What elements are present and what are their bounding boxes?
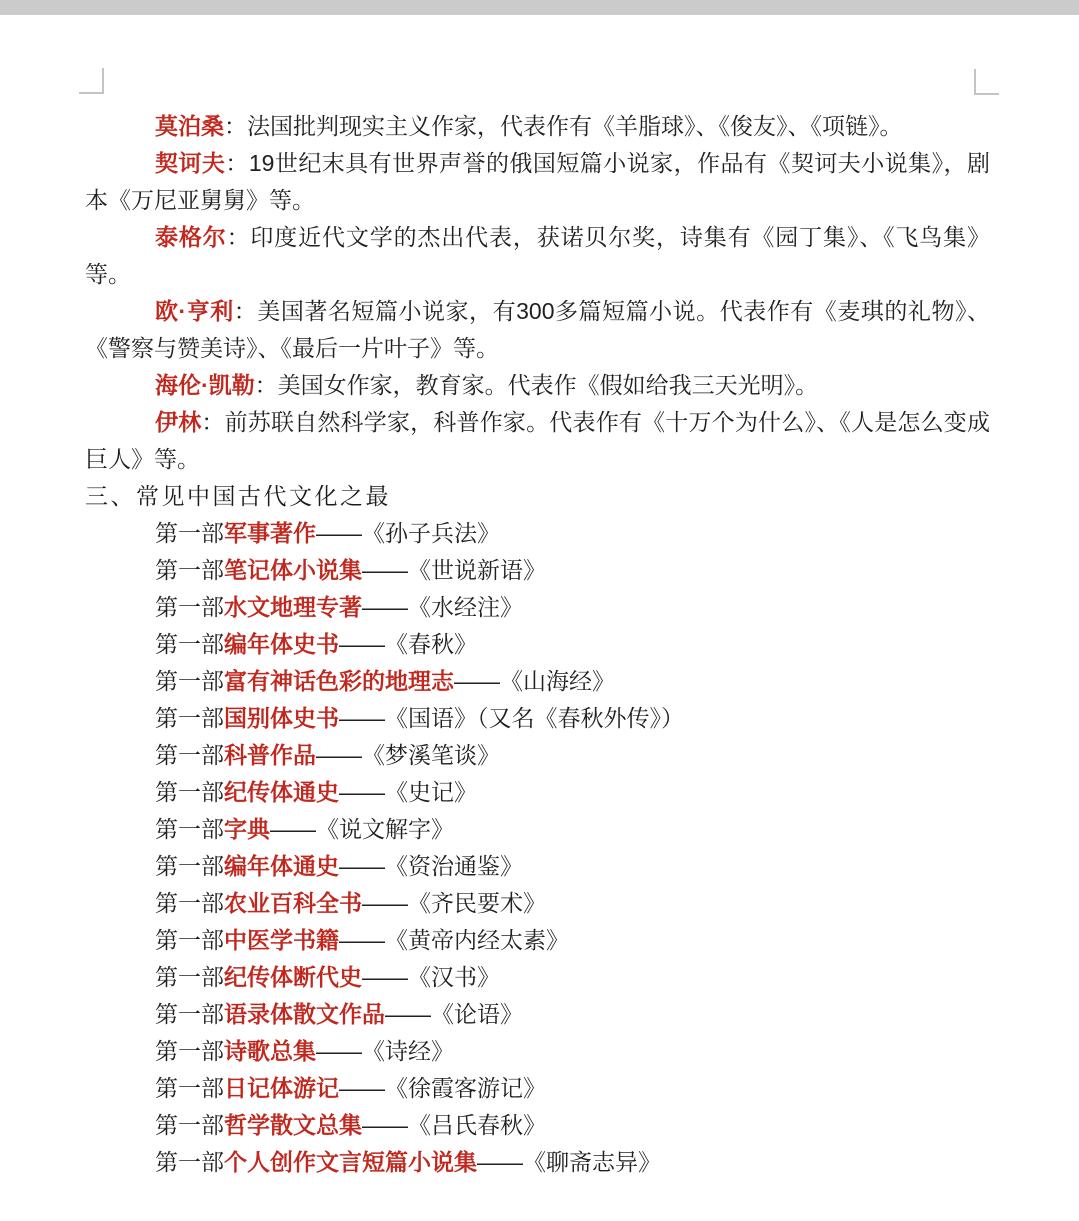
author-name: 莫泊桑 xyxy=(155,113,224,139)
first-item-category: 中医学书籍 xyxy=(224,927,339,953)
author-desc: ：19世纪末具有世界声誉的俄国短篇小说家，作品有《契诃夫小说集》，剧本《万尼亚舅舅》等。 xyxy=(85,150,991,213)
author-entry xyxy=(85,145,990,219)
first-item-prefix: 第一部 xyxy=(155,1038,224,1064)
first-item-title: ——《史记》 xyxy=(339,779,477,805)
author-desc: ：美国著名短篇小说家，有300多篇短篇小说。代表作有《麦琪的礼物》、《警察与赞美诗》、《最后一片叶子》等。 xyxy=(85,298,990,361)
first-item-title: ——《山海经》 xyxy=(454,668,615,694)
first-item-prefix: 第一部 xyxy=(155,668,224,694)
first-item xyxy=(85,663,990,700)
first-item-title: ——《资治通鉴》 xyxy=(339,853,523,879)
first-item xyxy=(85,700,990,737)
section-heading: 三、常见中国古代文化之最 xyxy=(85,483,391,509)
first-item-category: 字典 xyxy=(224,816,270,842)
first-item-prefix: 第一部 xyxy=(155,853,224,879)
first-item-prefix: 第一部 xyxy=(155,964,224,990)
author-entry xyxy=(85,108,990,145)
first-item-category: 科普作品 xyxy=(224,742,316,768)
first-item-prefix: 第一部 xyxy=(155,705,224,731)
first-item-prefix: 第一部 xyxy=(155,557,224,583)
first-item-prefix: 第一部 xyxy=(155,1112,224,1138)
first-item-prefix: 第一部 xyxy=(155,520,224,546)
screen-top-edge xyxy=(0,0,1079,15)
first-item-title: ——《黄帝内经太素》 xyxy=(339,927,569,953)
margin-corner-mark-right xyxy=(974,69,999,95)
author-entry xyxy=(85,404,990,478)
first-item-title: ——《国语》（又名《春秋外传》） xyxy=(339,705,684,731)
first-item-category: 笔记体小说集 xyxy=(224,557,362,583)
first-item-category: 军事著作 xyxy=(224,520,316,546)
first-item-title: ——《孙子兵法》 xyxy=(316,520,500,546)
first-item xyxy=(85,515,990,552)
first-item-prefix: 第一部 xyxy=(155,1075,224,1101)
first-item-prefix: 第一部 xyxy=(155,890,224,916)
foreign-authors-list xyxy=(85,108,990,478)
first-item xyxy=(85,1144,990,1181)
first-item-category: 编年体通史 xyxy=(224,853,339,879)
margin-corner-mark-left xyxy=(79,68,104,94)
first-item-prefix: 第一部 xyxy=(155,816,224,842)
first-item xyxy=(85,959,990,996)
first-item-category: 农业百科全书 xyxy=(224,890,362,916)
first-item-category: 诗歌总集 xyxy=(224,1038,316,1064)
first-item-category: 编年体史书 xyxy=(224,631,339,657)
first-item xyxy=(85,552,990,589)
author-entry xyxy=(85,293,990,367)
author-desc: ：法国批判现实主义作家，代表作有《羊脂球》、《俊友》、《项链》。 xyxy=(224,113,903,139)
first-item-title: ——《论语》 xyxy=(385,1001,523,1027)
first-item-category: 个人创作文言短篇小说集 xyxy=(224,1149,477,1175)
first-item xyxy=(85,848,990,885)
chinese-firsts-list xyxy=(85,515,990,1181)
first-item-prefix: 第一部 xyxy=(155,927,224,953)
author-desc: ：前苏联自然科学家，科普作家。代表作有《十万个为什么》、《人是怎么变成巨人》等。 xyxy=(85,409,991,472)
first-item-category: 国别体史书 xyxy=(224,705,339,731)
first-item xyxy=(85,1107,990,1144)
first-item xyxy=(85,996,990,1033)
first-item-title: ——《徐霞客游记》 xyxy=(339,1075,546,1101)
first-item-prefix: 第一部 xyxy=(155,779,224,805)
first-item-title: ——《水经注》 xyxy=(362,594,523,620)
first-item-title: ——《说文解字》 xyxy=(270,816,454,842)
first-item-prefix: 第一部 xyxy=(155,631,224,657)
author-name: 泰格尔 xyxy=(155,224,227,250)
author-desc: ：印度近代文学的杰出代表，获诺贝尔奖，诗集有《园丁集》、《飞鸟集》等。 xyxy=(85,224,991,287)
first-item xyxy=(85,626,990,663)
first-item-title: ——《春秋》 xyxy=(339,631,477,657)
first-item-category: 纪传体通史 xyxy=(224,779,339,805)
first-item-category: 语录体散文作品 xyxy=(224,1001,385,1027)
author-name: 海伦·凯勒 xyxy=(155,372,255,398)
first-item-prefix: 第一部 xyxy=(155,594,224,620)
first-item-prefix: 第一部 xyxy=(155,742,224,768)
author-entry xyxy=(85,367,990,404)
first-item xyxy=(85,737,990,774)
first-item-title: ——《吕氏春秋》 xyxy=(362,1112,546,1138)
first-item-title: ——《汉书》 xyxy=(362,964,500,990)
first-item xyxy=(85,811,990,848)
first-item-title: ——《齐民要术》 xyxy=(362,890,546,916)
author-desc: ：美国女作家，教育家。代表作《假如给我三天光明》。 xyxy=(254,372,819,398)
author-name: 契诃夫 xyxy=(155,150,226,176)
first-item-prefix: 第一部 xyxy=(155,1001,224,1027)
first-item-title: ——《梦溪笔谈》 xyxy=(316,742,500,768)
first-item-category: 富有神话色彩的地理志 xyxy=(224,668,454,694)
first-item xyxy=(85,1070,990,1107)
author-name: 欧·亨利 xyxy=(155,298,234,324)
first-item xyxy=(85,885,990,922)
first-item-title: ——《聊斋志异》 xyxy=(477,1149,661,1175)
first-item-title: ——《诗经》 xyxy=(316,1038,454,1064)
first-item-category: 水文地理专著 xyxy=(224,594,362,620)
first-item xyxy=(85,774,990,811)
first-item-category: 纪传体断代史 xyxy=(224,964,362,990)
author-name: 伊林 xyxy=(155,409,202,435)
author-entry xyxy=(85,219,990,293)
first-item xyxy=(85,589,990,626)
first-item-prefix: 第一部 xyxy=(155,1149,224,1175)
first-item-category: 日记体游记 xyxy=(224,1075,339,1101)
document-body xyxy=(85,108,990,1181)
first-item-category: 哲学散文总集 xyxy=(224,1112,362,1138)
first-item xyxy=(85,1033,990,1070)
first-item xyxy=(85,922,990,959)
first-item-title: ——《世说新语》 xyxy=(362,557,546,583)
